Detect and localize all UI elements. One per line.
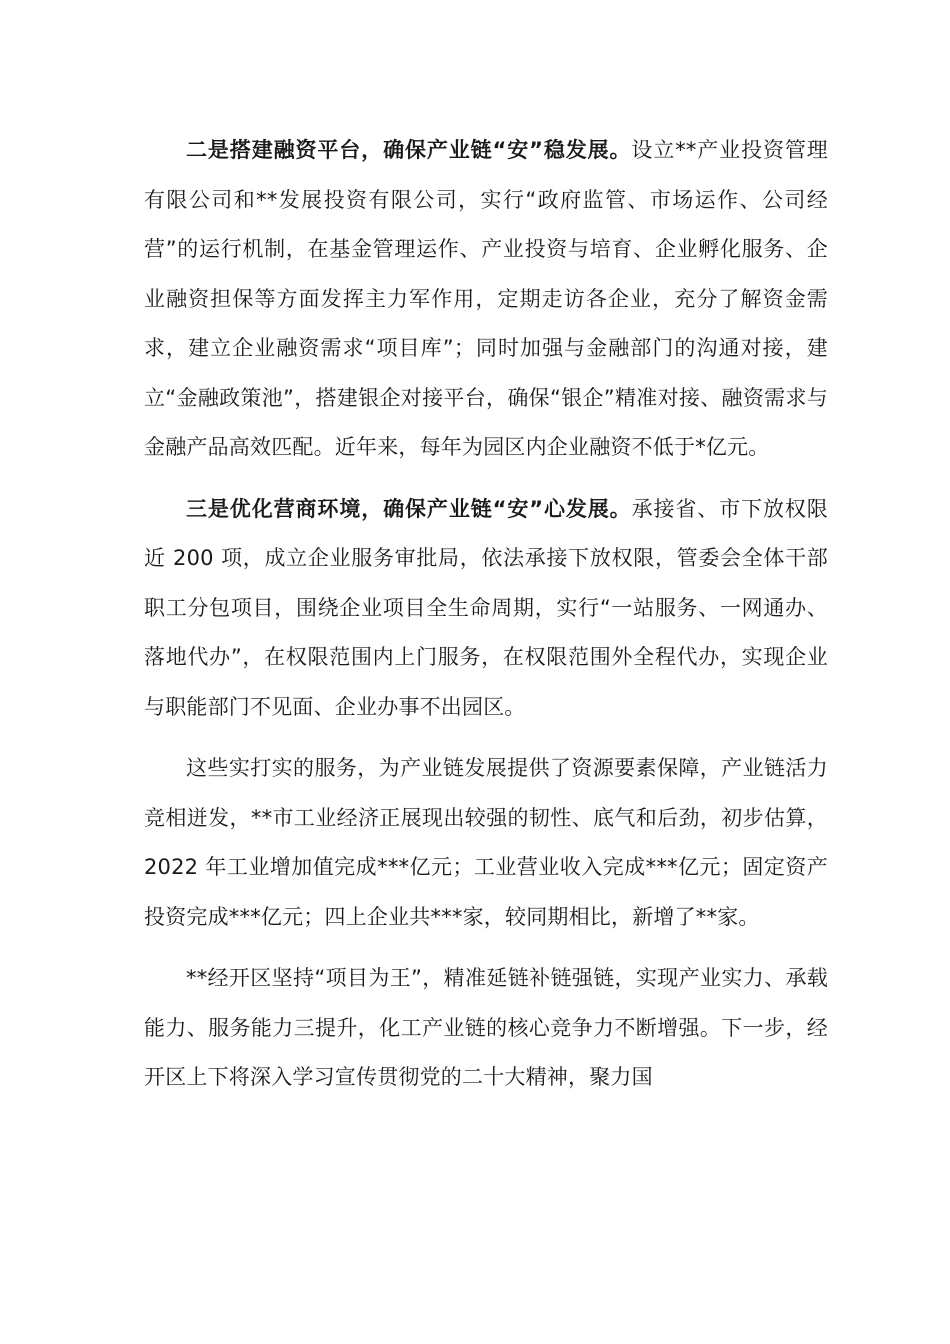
paragraph-heading: 二是搭建融资平台，确保产业链“安”稳发展。 [186,138,632,162]
paragraph-body: 设立**产业投资管理有限公司和**发展投资有限公司，实行“政府监管、市场运作、公司经营”的运行机制，在基金管理运作、产业投资与培育、企业孵化服务、企业融资担保等方面发挥主力军作用，定期走访各企业，充分了解资金需求，建立企业融资需求“项目库”；同时加强与金融部门的沟通对接，建立“金融政策池”，搭建银企对接平台，确保“银企”精准对接、融资需求与金融产品高效匹配。近年来，每年为园区内企业融资不低于*亿元。 [144,138,828,459]
paragraph-heading: 三是优化营商环境，确保产业链“安”心发展。 [186,496,632,521]
paragraph-body: **经开区坚持“项目为王”，精准延链补链强链，实现产业实力、承载能力、服务能力三提升，化工产业链的核心竞争力不断增强。下一步，经开区上下将深入学习宣传贯彻党的二十大精神，聚力国 [144,966,828,1089]
paragraph-business-environment [144,485,828,733]
paragraph-body: 承接省、市下放权限近 200 项，成立企业服务审批局，依法承接下放权限，管委会全体干部职工分包项目，围绕企业项目全生命周期，实行“一站服务、一网通办、落地代办”，在权限范围内上门服务，在权限范围外全程代办，实现企业与职能部门不见面、企业办事不出园区。 [144,496,828,719]
paragraph-financing-platform [144,126,828,473]
document-page [144,126,828,1103]
paragraph-results [144,744,828,942]
paragraph-next-steps [144,954,828,1103]
paragraph-body: 这些实打实的服务，为产业链发展提供了资源要素保障，产业链活力竞相迸发，**市工业经济正展现出较强的韧性、底气和后劲，初步估算，2022 年工业增加值完成***亿元；工业营业收入完成***亿元；固定资产投资完成***亿元；四上企业共***家，较同期相比，新增了**家。 [144,756,828,929]
